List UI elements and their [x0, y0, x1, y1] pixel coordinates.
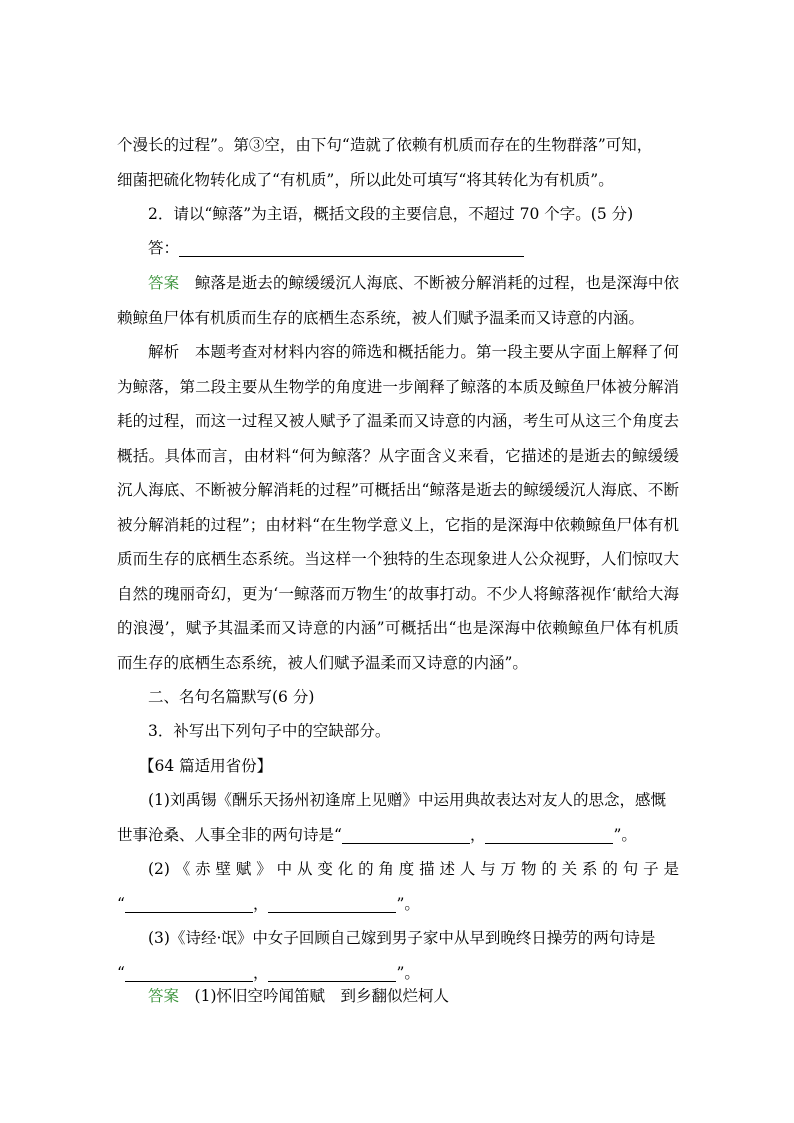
answer-prefix: 答： [148, 239, 180, 257]
answer-blank[interactable] [179, 238, 524, 257]
question-3: 3．补写出下列句子中的空缺部分。 [148, 722, 391, 740]
item-1-blank-1[interactable] [342, 825, 470, 844]
answer-3-text: (1)怀旧空吟闻笛赋 到乡翻似烂柯人 [194, 987, 449, 1005]
answer-2-text: 鲸落是逝去的鲸缓缓沉人海底、不断被分解消耗的过程，也是深海中依赖鲸鱼尸体有机质而生存的底栖生态系统，被人们赋予温柔而又诗意的内涵。 [117, 274, 679, 327]
analysis-paragraph [117, 335, 679, 680]
item-1 [117, 783, 679, 852]
intro-paragraph [117, 128, 679, 197]
item-2-line-1: (2)《赤壁赋》中从变化的角度描述人与万物的关系的句子是 [148, 860, 679, 878]
intro-line-2: 细菌把硫化物转化成了“有机质”，所以此处可填写“将其转化为有机质”。 [117, 170, 614, 189]
province-tag: 【64 篇适用省份】 [139, 757, 273, 775]
answer-2-paragraph [117, 266, 679, 335]
intro-line-1: 个漫长的过程”。第③空，由下句“造就了依赖有机质而存在的生物群落”可知， [117, 136, 653, 154]
item-3-line-2: “ ， ”。 [117, 963, 420, 982]
answer-line [117, 231, 679, 266]
answer-3-paragraph [117, 979, 679, 1014]
analysis-label: 解析 [148, 343, 180, 361]
item-2-line-2: “ ， ”。 [117, 894, 420, 913]
answer-label: 答案 [148, 274, 180, 292]
analysis-text: 本题考查对材料内容的筛选和概括能力。第一段主要从字面上解释了何为鲸落，第二段主要从生物学的角度进一步阐释了鲸落的本质及鲸鱼尸体被分解消耗的过程，而这一过程又被人赋予了温柔而又诗意的内涵，考生可从这三个角度去概括。具体而言，由材料“何为鲸落？从字面含义来看，它描述的是逝去的鲸缓缓沉人海底、不断被分解消耗的过程”可概括出“鲸落是逝去的鲸缓缓沉人海底、不断被分解消耗的过程”；由材料“在生物学意义上，它指的是深海中依赖鲸鱼尸体有机质而生存的底栖生态系统。当这样一个独特的生态现象进人公众视野，人们惊叹大自然的瑰丽奇幻，更为‘一鲸落而万物生’的故事打动。不少人将鲸落视作‘献给大海的浪漫’，赋予其温柔而又诗意的内涵”可概括出“也是深海中依赖鲸鱼尸体有机质而生存的底栖生态系统，被人们赋予温柔而又诗意的内涵”。 [117, 343, 679, 672]
item-1-line-2: 世事沧桑、人事全非的两句诗是“ ， ”。 [117, 825, 637, 844]
item-2-blank-1[interactable] [125, 894, 253, 913]
item-1-blank-2[interactable] [485, 825, 613, 844]
answer-3-label: 答案 [148, 987, 180, 1005]
item-1-line-1: (1)刘禹锡《酬乐天扬州初逢席上见赠》中运用典故表达对友人的思念，感慨 [148, 791, 666, 809]
question-2: 2．请以“鲸落”为主语，概括文段的主要信息，不超过 70 个字。(5 分) [148, 205, 634, 223]
item-2 [117, 852, 679, 921]
item-3-line-1: (3)《诗经·氓》中女子回顾自己嫁到男子家中从早到晚终日操劳的两句诗是 [148, 929, 656, 947]
item-2-blank-2[interactable] [268, 894, 396, 913]
section-2-title: 二、名句名篇默写(6 分) [148, 688, 315, 706]
